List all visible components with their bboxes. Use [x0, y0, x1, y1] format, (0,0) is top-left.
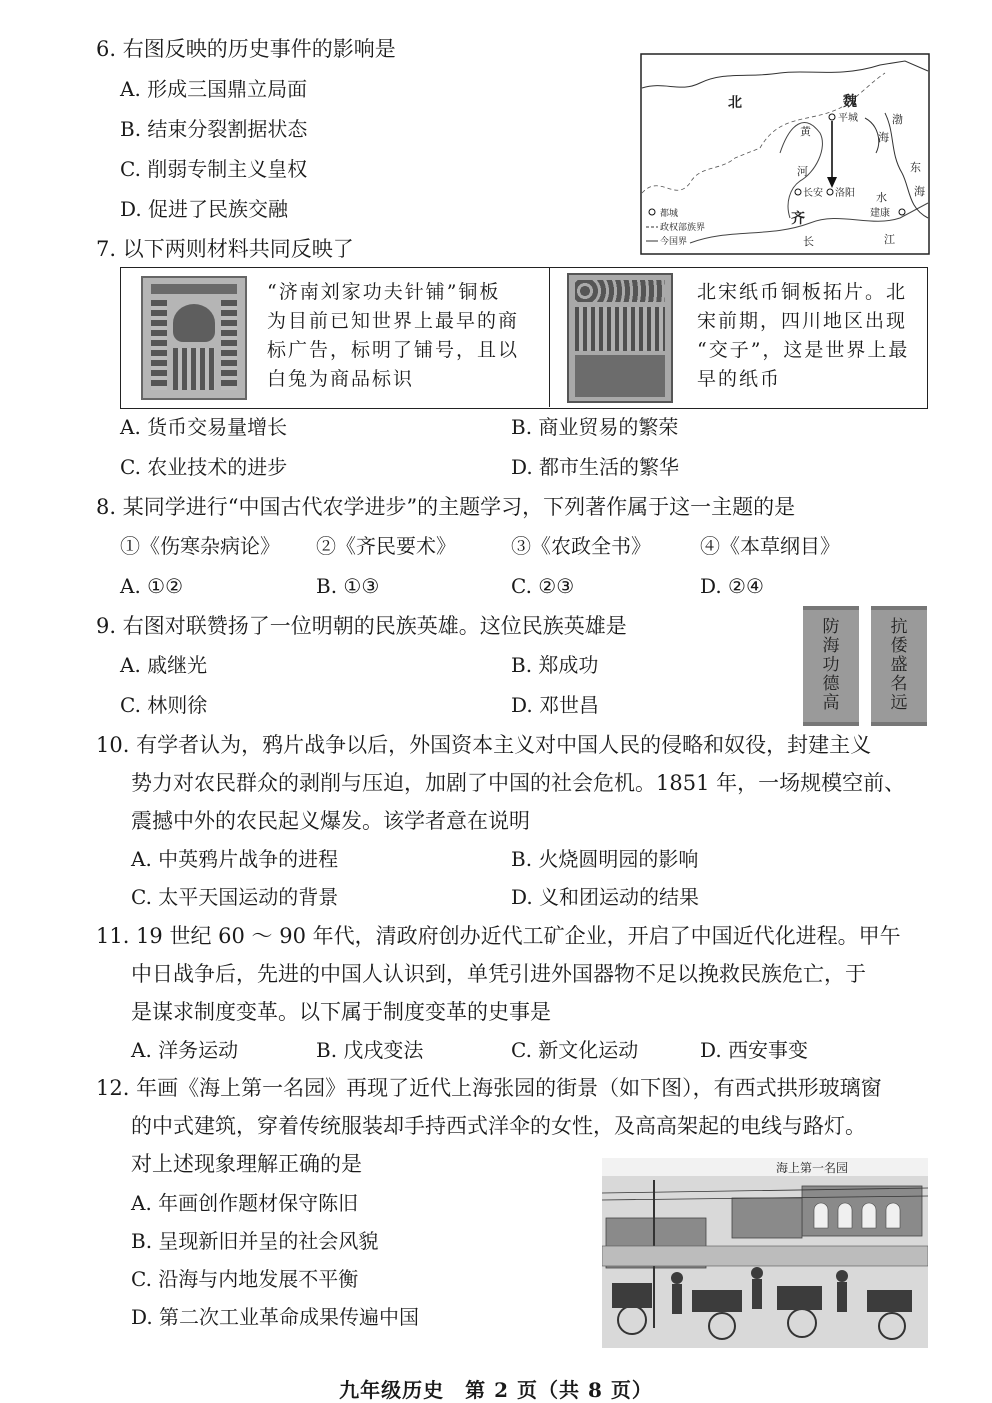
map-label-chang: 长	[803, 235, 814, 248]
map-label-pingcheng: 平城	[838, 113, 858, 124]
q12-option-b: B. 呈现新旧并呈的社会风貌	[131, 1229, 379, 1253]
map-label-wei: 魏	[843, 94, 857, 110]
legend-modern-border: 今国界	[660, 237, 688, 247]
q7-divider	[549, 268, 550, 407]
q11-option-c: C. 新文化运动	[511, 1038, 639, 1062]
map-label-jiankang: 建康	[870, 208, 890, 219]
q7-stem: 7. 以下两则材料共同反映了	[96, 237, 354, 261]
couplet-left	[803, 606, 859, 726]
q7-material1-line4: 白兔为商品标识	[267, 368, 415, 390]
q8-stem: 8. 某同学进行“中国古代农学进步”的主题学习，下列著作属于这一主题的是	[96, 495, 796, 519]
q7-material1-line2: 为目前已知世界上最早的商	[267, 310, 520, 332]
map-label-changan: 长安	[803, 188, 823, 199]
couplet-right-text: 抗倭盛名远	[890, 617, 908, 713]
q9-option-b: B. 郑成功	[511, 653, 599, 677]
map-label-huang: 黄	[800, 125, 811, 138]
q9-option-d: D. 邓世昌	[511, 693, 600, 717]
q8-work-2: ②《齐民要术》	[316, 534, 456, 558]
q10-option-b: B. 火烧圆明园的影响	[511, 847, 699, 871]
q11-option-d: D. 西安事变	[700, 1038, 809, 1062]
q7-material2-line2: 宋前期，四川地区出现	[697, 310, 908, 332]
q8-option-a: A. ①②	[120, 574, 184, 598]
q7-option-a: A. 货币交易量增长	[120, 415, 288, 439]
map-label-jiang: 江	[884, 233, 895, 246]
q7-option-c: C. 农业技术的进步	[120, 455, 288, 479]
q8-option-b: B. ①③	[316, 574, 380, 598]
q7-material2-line4: 早的纸币	[697, 368, 782, 390]
q10-stem-line2: 势力对农民群众的剥削与压迫，加剧了中国的社会危机。1851 年，一场规模空前、	[131, 771, 906, 795]
legend-capital: 都城	[660, 209, 679, 219]
page-footer: 九年级历史 第 2 页（共 8 页）	[339, 1378, 653, 1402]
q8-option-d: D. ②④	[700, 574, 764, 598]
legend-border: 政权部族界	[660, 223, 706, 233]
q8-work-4: ④《本草纲目》	[700, 534, 840, 558]
map-label-bei: 北	[728, 95, 742, 111]
map-label-he: 河	[797, 165, 808, 178]
couplet-right	[871, 606, 927, 726]
q10-option-c: C. 太平天国运动的背景	[131, 885, 339, 909]
map-label-hai1: 海	[878, 131, 889, 144]
q7-material2-line1: 北宋纸币铜板拓片。北	[697, 281, 908, 303]
q7-material1-line3: 标广告，标明了铺号，且以	[267, 339, 520, 361]
map-label-qi: 齐	[791, 211, 805, 227]
q7-option-b: B. 商业贸易的繁荣	[511, 415, 679, 439]
couplet-left-text: 防海功德高	[822, 617, 840, 713]
q6-option-d: D. 促进了民族交融	[120, 197, 289, 221]
map-label-shui: 水	[876, 191, 887, 204]
map-label-luoyang: 洛阳	[835, 188, 855, 199]
q6-option-c: C. 削弱专制主义皇权	[120, 157, 308, 181]
painting-title: 海上第一名园	[775, 1161, 849, 1175]
q11-option-b: B. 戊戌变法	[316, 1038, 424, 1062]
q11-stem-line2: 中日战争后，先进的中国人认识到，单凭引进外国器物不足以挽救民族危亡，于	[131, 962, 866, 986]
map-label-dong: 东	[910, 161, 921, 174]
q12-option-c: C. 沿海与内地发展不平衡	[131, 1267, 359, 1291]
q12-stem-line2: 的中式建筑，穿着传统服装却手持西式洋伞的女性，及高高架起的电线与路灯。	[131, 1114, 866, 1138]
q7-material2-text	[697, 278, 909, 394]
q7-material1-text	[267, 278, 519, 394]
q8-option-c: C. ②③	[511, 574, 575, 598]
q7-option-d: D. 都市生活的繁华	[511, 455, 680, 479]
q11-stem-line3: 是谋求制度变革。以下属于制度变革的史事是	[131, 1000, 551, 1024]
q12-stem-line3: 对上述现象理解正确的是	[131, 1152, 362, 1176]
q6-stem: 6. 右图反映的历史事件的影响是	[96, 37, 396, 61]
q12-option-a: A. 年画创作题材保守陈旧	[131, 1191, 359, 1215]
q12-stem-line1: 12. 年画《海上第一名园》再现了近代上海张园的街景（如下图），有西式拱形玻璃窗	[96, 1076, 882, 1100]
q9-option-c: C. 林则徐	[120, 693, 208, 717]
map-label-hai2: 海	[914, 185, 925, 198]
q11-option-a: A. 洋务运动	[131, 1038, 239, 1062]
q9-option-a: A. 戚继光	[120, 653, 208, 677]
map-label-bo: 渤	[892, 113, 903, 126]
q8-work-3: ③《农政全书》	[511, 534, 651, 558]
q10-option-a: A. 中英鸦片战争的进程	[131, 847, 339, 871]
q7-material-box	[120, 267, 928, 409]
rabbit-icon	[173, 304, 215, 342]
jiaozi-plate-image	[567, 273, 673, 403]
q11-stem-line1: 11. 19 世纪 60 ～ 90 年代，清政府创办近代工矿企业，开启了中国近代化进程。甲午	[96, 924, 901, 948]
q8-work-1: ①《伤寒杂病论》	[120, 534, 280, 558]
q12-option-d: D. 第二次工业革命成果传遍中国	[131, 1305, 420, 1329]
q6-option-b: B. 结束分裂割据状态	[120, 117, 308, 141]
q6-option-a: A. 形成三国鼎立局面	[120, 77, 308, 101]
q10-stem-line3: 震撼中外的农民起义爆发。该学者意在说明	[131, 809, 530, 833]
q12-new-year-painting	[602, 1158, 928, 1348]
copper-plate-image	[141, 276, 247, 400]
q9-stem: 9. 右图对联赞扬了一位明朝的民族英雄。这位民族英雄是	[96, 614, 627, 638]
q7-material2-line3: “交子”，这是世界上最	[697, 339, 910, 361]
q10-stem-line1: 10. 有学者认为，鸦片战争以后，外国资本主义对中国人民的侵略和奴役，封建主义	[96, 733, 872, 757]
q7-material1-line1: “济南刘家功夫针铺”铜板	[267, 281, 501, 303]
q10-option-d: D. 义和团运动的结果	[511, 885, 700, 909]
q6-map	[640, 53, 930, 255]
